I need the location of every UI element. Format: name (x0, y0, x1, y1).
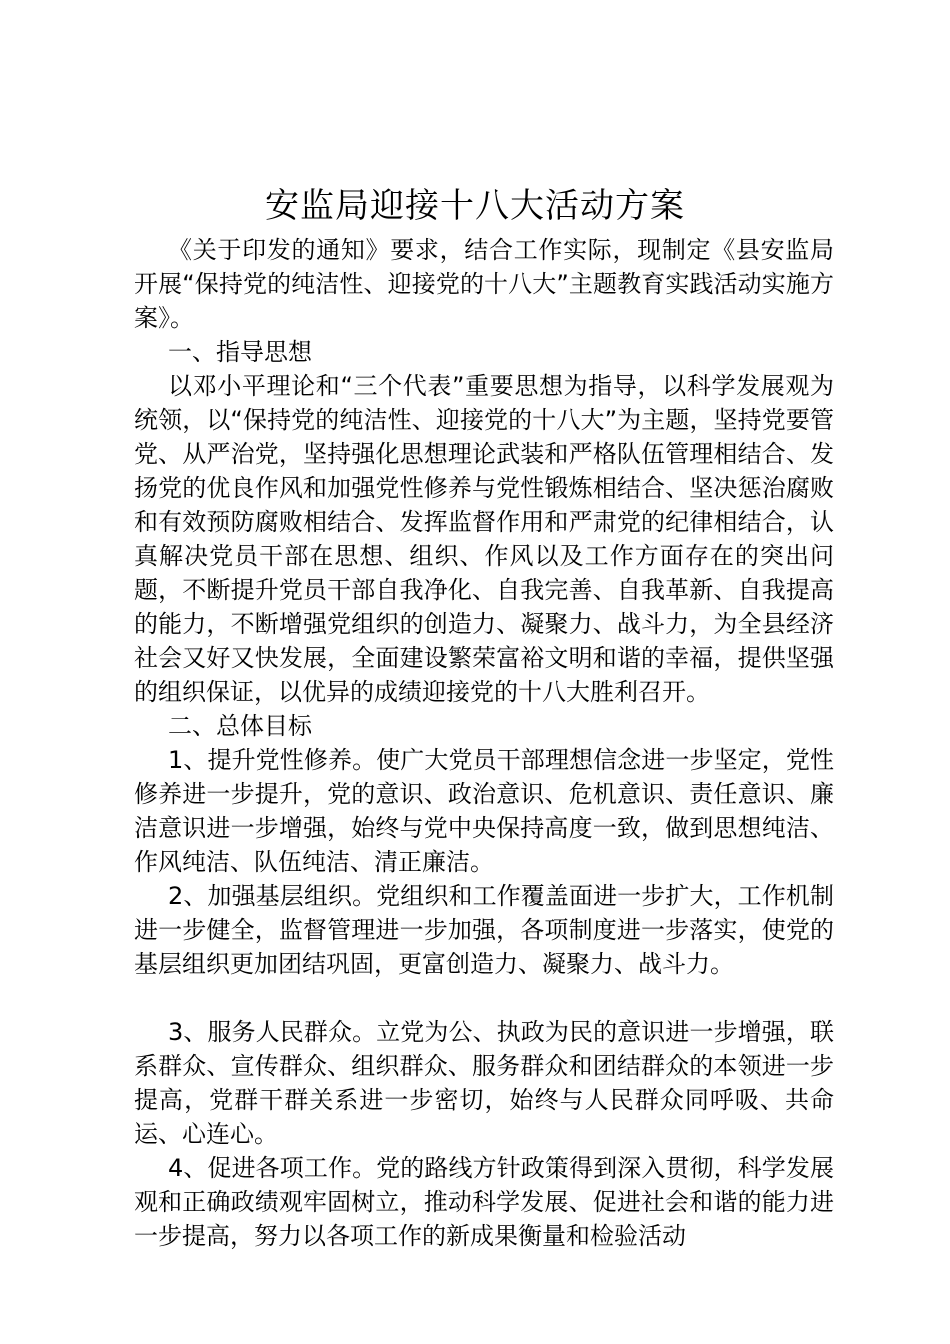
goal-3-paragraph: 3、服务人民群众。立党为公、执政为民的意识进一步增强，联系群众、宣传群众、组织群众、服务群众和团结群众的本领进一步提高，党群干群关系进一步密切，始终与人民群众同呼吸、共命运、心连心。 (134, 1018, 834, 1148)
goal-2-paragraph: 2、加强基层组织。党组织和工作覆盖面进一步扩大，工作机制进一步健全，监督管理进一步加强，各项制度进一步落实，使党的基层组织更加团结巩固，更富创造力、凝聚力、战斗力。 (134, 882, 834, 978)
blank-line (134, 981, 834, 1015)
goal-1-paragraph: 1、提升党性修养。使广大党员干部理想信念进一步坚定，党性修养进一步提升，党的意识、政治意识、危机意识、责任意识、廉洁意识进一步增强，始终与党中央保持高度一致，做到思想纯洁、作风纯洁、队伍纯洁、清正廉洁。 (134, 746, 834, 876)
section-heading-guiding-ideology: 一、指导思想 (168, 338, 312, 366)
goal-4-paragraph: 4、促进各项工作。党的路线方针政策得到深入贯彻，科学发展观和正确政绩观牢固树立，推动科学发展、促进社会和谐的能力进一步提高，努力以各项工作的新成果衡量和检验活动 (134, 1154, 834, 1250)
intro-paragraph: 《关于印发的通知》要求，结合工作实际，现制定《县安监局开展“保持党的纯洁性、迎接党的十八大”主题教育实践活动实施方案》。 (134, 236, 834, 332)
section-heading-overall-goals: 二、总体目标 (168, 712, 312, 740)
document-body (134, 233, 834, 1253)
document-title: 安监局迎接十八大活动方案 (265, 186, 685, 226)
guiding-ideology-paragraph: 以邓小平理论和“三个代表”重要思想为指导，以科学发展观为统领，以“保持党的纯洁性、迎接党的十八大”为主题，坚持党要管党、从严治党，坚持强化思想理论武装和严格队伍管理相结合、发扬党的优良作风和加强党性修养与党性锻炼相结合、坚决惩治腐败和有效预防腐败相结合、发挥监督作用和严肃党的纪律相结合，认真解决党员干部在思想、组织、作风以及工作方面存在的突出问题，不断提升党员干部自我净化、自我完善、自我革新、自我提高的能力，不断增强党组织的创造力、凝聚力、战斗力，为全县经济社会又好又快发展，全面建设繁荣富裕文明和谐的幸福，提供坚强的组织保证，以优异的成绩迎接党的十八大胜利召开。 (134, 372, 834, 706)
